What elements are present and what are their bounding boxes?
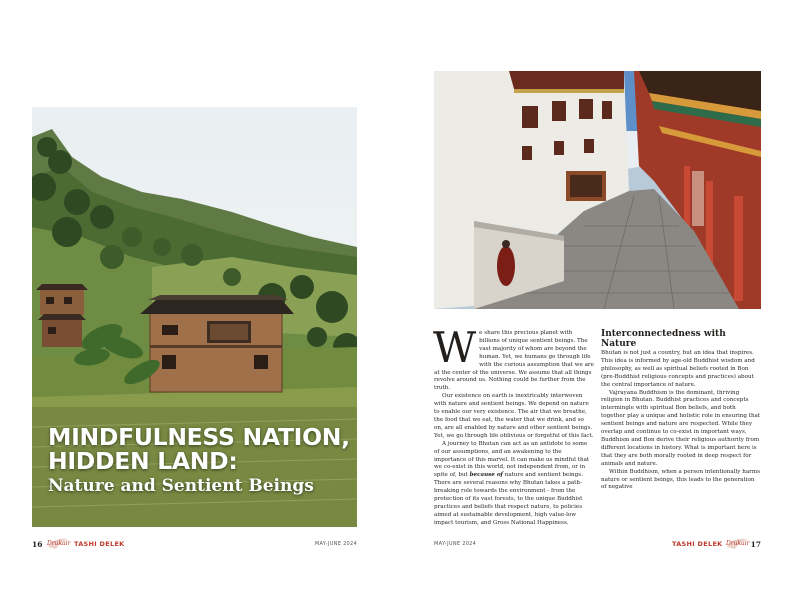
- issue-date-right: MAY-JUNE 2024: [434, 541, 477, 547]
- emphasis-because-of: because of: [469, 472, 503, 479]
- drop-cap: W: [433, 323, 477, 372]
- hero-photo-bhutan-hillside: [32, 107, 357, 527]
- paragraph-3: [434, 441, 594, 528]
- article-title-line-2: HIDDEN LAND:: [48, 447, 238, 475]
- article-title: [48, 425, 350, 473]
- magazine-name-right: TASHI DELEK: [672, 540, 723, 548]
- article-title-line-1: MINDFULNESS NATION,: [48, 423, 350, 451]
- right-page-footer: [434, 539, 761, 553]
- paragraph-3-lead: A journey to Bhutan can act as an antidote to some of our assumptions, and an awakening to the importance of this marvel. It can make us mindful that we co-exist in this world, not independent from, or in spite of, but: [434, 440, 590, 479]
- article-column-2: [601, 330, 761, 492]
- drukair-logo-text: Drukair: [47, 540, 71, 547]
- magazine-name-left: TASHI DELEK: [74, 540, 125, 548]
- paragraph-3-tail: nature and sentient beings. There are several reasons why Bhutan takes a path-breaking role towards the environment - from the protection of its vast forests, to the unique Buddhist practices and beliefs that respect nature, to policies aimed at sustainable development, high value-low impact tourism, and Gross National Happiness.: [434, 472, 583, 526]
- paragraph-6: Within Buddhism, when a person intentionally harms nature or sentient beings, this leads to the generation of negative: [601, 468, 761, 491]
- article-subtitle: Nature and Sentient Beings: [48, 476, 314, 496]
- paragraph-2: Our existence on earth is inextricably interwoven with nature and sentient beings. We depend on nature to enable our very existence. The air that we breathe, the food that we eat, the water that we drink, and so on, are all enabled by nature and other sentient beings. Yet, we go through life oblivious or forgetful of this fact.: [434, 393, 594, 439]
- dzong-courtyard-photo: [434, 71, 761, 309]
- dzong-courtyard-illustration: [434, 71, 761, 309]
- paragraph-5: Vajrayana Buddhism is the dominant, thriving religion in Bhutan. Buddhist practices and concepts intermingle with spiritual Bon beliefs, and both together play a unique and holistic role in ensuring that sentient beings and nature are respected. While they overlap and continue to co-exist in important ways, Buddhism and Bon derive their religious authority from different locations in history. What is important here is that they are both morally rooted in deep respect for animals and nature.: [601, 389, 761, 467]
- paragraph-4: Bhutan is not just a country, but an idea that inspires. This idea is informed by age-old Buddhist wisdom and philosophy, as well as spiritual beliefs rooted in Bon (pre-Buddhist religious concepts and practices) about the central importance of nature.: [601, 350, 755, 388]
- page-number-right: 17: [750, 540, 761, 549]
- issue-date-left: MAY-JUNE 2024: [314, 541, 357, 547]
- article-column-1: [433, 323, 594, 528]
- left-page-footer: [32, 539, 357, 553]
- section-heading: Interconnectedness with Nature: [601, 329, 726, 349]
- drukair-logo-text-right: Drukair: [726, 540, 750, 547]
- paragraph-1: e share this precious planet with billions of unique sentient beings. The vast majority of whom are beyond the human. Yet, we humans go through life with the curious assumption that we are at the center of the universe. We assume that all things revolve around us. Nothing could be further from the truth.: [434, 330, 594, 392]
- page-number-left: 16: [32, 540, 43, 549]
